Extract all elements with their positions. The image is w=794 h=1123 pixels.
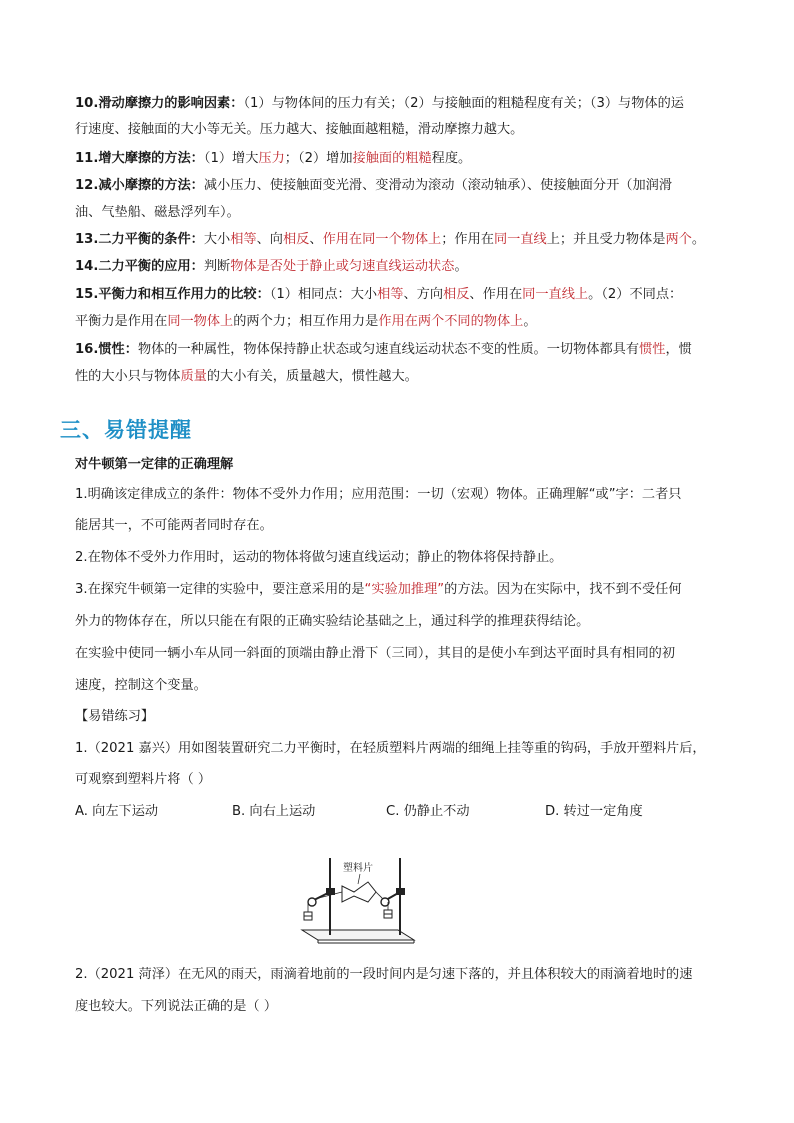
- item-16-text: 物体的一种属性，物体保持静止状态或匀速直线运动状态不变的性质。一切物体都具有: [137, 342, 640, 357]
- item-15-text: 、方向: [403, 287, 444, 302]
- question-2: 2.（2021 菏泽）在无风的雨天，雨滴着地前的一段时间内是匀速下落的，并且体积较大的雨滴着地时的速: [75, 967, 693, 982]
- question-2-cont: 度也较大。下列说法正确的是（ ）: [75, 999, 278, 1014]
- item-13-highlight: 作用在同一个物体上: [322, 232, 442, 247]
- item-15-text: （1）相同点：大小: [269, 287, 378, 302]
- item-14-text: 判断: [203, 259, 231, 274]
- question-1-cont: 可观察到塑料片将（ ）: [75, 772, 212, 787]
- item-15-text: 平衡力是作用在: [75, 314, 168, 329]
- plastic-card: [342, 882, 376, 902]
- item-12-label: 12.减小摩擦的方法：: [75, 178, 204, 193]
- paragraph-3-text: 的方法。因为在实际中，找不到不受任何: [444, 582, 682, 597]
- option-b: B. 向右上运动: [232, 804, 316, 819]
- item-10-label: 10.滑动摩擦力的影响因素：: [75, 96, 244, 111]
- option-d: D. 转过一定角度: [545, 804, 643, 819]
- paragraph-1-cont: 能居其一，不可能两者同时存在。: [75, 518, 273, 533]
- item-13-text: ；作用在: [441, 232, 494, 247]
- item-11-text: （1）增大: [203, 151, 259, 166]
- item-12-line-1: [75, 176, 672, 196]
- option-a: A. 向左下运动: [75, 804, 159, 819]
- item-11-text: ；（2）增加: [284, 151, 353, 166]
- item-10-line-2: [75, 120, 523, 140]
- item-15-text: 。: [523, 314, 537, 329]
- item-13-text: 、: [309, 232, 323, 247]
- section-heading: 三、易错提醒: [60, 418, 192, 442]
- item-10-text: （1）与物体间的压力有关；（2）与接触面的粗糙程度有关；（3）与物体的运: [243, 96, 684, 111]
- paragraph-3-highlight: “实验加推理”: [364, 582, 445, 597]
- item-11-text: 程度。: [431, 151, 472, 166]
- item-16-line-1: [75, 340, 692, 360]
- item-16-line-2: [75, 367, 418, 387]
- practice-heading: 【易错练习】: [75, 709, 155, 724]
- label-pointer: [358, 874, 360, 884]
- item-15-text: 的两个力；相互作用力是: [233, 314, 379, 329]
- section-subtitle: 对牛顿第一定律的正确理解: [75, 457, 234, 472]
- item-11-highlight: 压力: [258, 151, 285, 166]
- item-16-highlight: 质量: [180, 369, 207, 384]
- paragraph-2: 2.在物体不受外力作用时，运动的物体将做匀速直线运动；静止的物体将保持静止。: [75, 550, 563, 565]
- item-13-text: 大小: [203, 232, 231, 247]
- paragraph-1: 1.明确该定律成立的条件：物体不受外力作用；应用范围：一切（宏观）物体。正确理解“或”字：二者只: [75, 487, 682, 502]
- item-16-text: ，惯: [665, 342, 692, 357]
- item-11: [75, 149, 471, 169]
- item-13-text: 、向: [256, 232, 283, 247]
- item-15-highlight: 作用在两个不同的物体上: [378, 314, 524, 329]
- item-15-text: 。（2）不同点：: [588, 287, 683, 302]
- paragraph-3: [75, 580, 682, 600]
- item-16-text: 的大小有关，质量越大，惯性越大。: [206, 369, 418, 384]
- item-13: [75, 230, 705, 250]
- left-weight: [304, 916, 312, 920]
- item-15-highlight: 同一物体上: [167, 314, 234, 329]
- left-weight: [304, 912, 312, 916]
- item-10-line-1: [75, 94, 684, 114]
- right-weight: [384, 914, 392, 918]
- item-14-label: 14.二力平衡的应用：: [75, 259, 204, 274]
- item-13-highlight: 两个: [665, 232, 692, 247]
- right-string: [376, 892, 383, 899]
- item-13-label: 13.二力平衡的条件：: [75, 232, 204, 247]
- item-16-highlight: 惯性: [639, 342, 666, 357]
- item-14-highlight: 物体是否处于静止或匀速直线运动状态: [230, 259, 455, 274]
- paragraph-4: 在实验中使同一辆小车从同一斜面的顶端由静止滑下（三同），其目的是使小车到达平面时具有相同的初: [75, 646, 676, 661]
- item-14-text: 。: [454, 259, 468, 274]
- item-13-highlight: 同一直线: [494, 232, 547, 247]
- item-13-highlight: 相等: [230, 232, 257, 247]
- item-11-label: 11.增大摩擦的方法：: [75, 151, 204, 166]
- item-15-line-1: [75, 285, 682, 305]
- item-13-highlight: 相反: [283, 232, 310, 247]
- right-weight: [384, 910, 392, 914]
- item-10-text-2: 行速度、接触面的大小等无关。压力越大、接触面越粗糙，滑动摩擦力越大。: [75, 122, 524, 137]
- figure-label: 塑料片: [343, 863, 373, 874]
- item-14: [75, 257, 468, 277]
- option-c: C. 仍静止不动: [386, 804, 470, 819]
- item-15-highlight: 相反: [443, 287, 470, 302]
- left-pulley: [308, 898, 316, 906]
- item-12-text: 减小压力、使接触面变光滑、变滑动为滚动（滚动轴承）、使接触面分开（加润滑: [203, 178, 673, 193]
- item-15-label: 15.平衡力和相互作用力的比较：: [75, 287, 270, 302]
- paragraph-4-cont: 速度，控制这个变量。: [75, 678, 207, 693]
- base-board: [302, 930, 414, 940]
- item-11-highlight: 接触面的粗糙: [352, 151, 432, 166]
- item-13-text: 。: [691, 232, 705, 247]
- question-1: 1.（2021 嘉兴）用如图装置研究二力平衡时，在轻质塑料片两端的细绳上挂等重的钩码，手放开塑料片后，: [75, 741, 706, 756]
- item-15-highlight: 相等: [377, 287, 404, 302]
- item-15-text: 、作用在: [469, 287, 523, 302]
- item-16-text: 性的大小只与物体: [75, 369, 181, 384]
- item-16-label: 16.惯性：: [75, 342, 138, 357]
- item-12-line-2: [75, 203, 240, 223]
- apparatus-figure: [296, 852, 420, 950]
- item-15-highlight: 同一直线上: [522, 287, 589, 302]
- item-12-text-2: 油、气垫船、磁悬浮列车）。: [75, 205, 240, 220]
- paragraph-3-text: 3.在探究牛顿第一定律的实验中，要注意采用的是: [75, 582, 365, 597]
- item-13-text: 上；并且受力物体是: [546, 232, 666, 247]
- paragraph-3-cont: 外力的物体存在，所以只能在有限的正确实验结论基础之上，通过科学的推理获得结论。: [75, 614, 590, 629]
- item-15-line-2: [75, 312, 537, 332]
